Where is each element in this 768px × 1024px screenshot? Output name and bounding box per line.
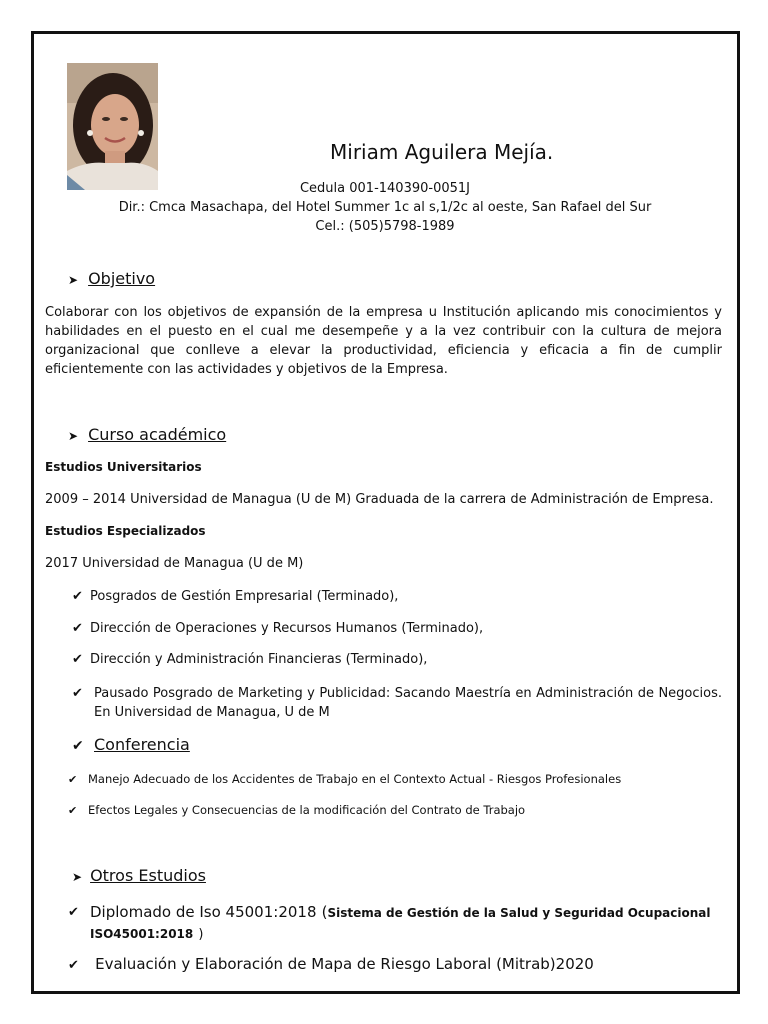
estudios-universitarios-text: 2009 – 2014 Universidad de Managua (U de M) Graduada de la carrera de Administración de Empresa. [45, 492, 714, 507]
estudios-especializados-heading: Estudios Especializados [45, 524, 206, 538]
address-text: Dir.: Cmca Masachapa, del Hotel Summer 1c al s,1/2c al oeste, San Rafael del Sur [118, 200, 652, 215]
checkmark-icon: ✔ [72, 652, 83, 667]
cedula-text: Cedula 001-140390-0051J [299, 181, 470, 196]
checkmark-icon: ✔ [72, 738, 84, 754]
list-item: ✔ Efectos Legales y Consecuencias de la modificación del Contrato de Trabajo [68, 803, 526, 817]
estudios-universitarios-heading: Estudios Universitarios [45, 460, 202, 474]
list-item: ✔ Pausado Posgrado de Marketing y Publicidad: Sacando Maestría en Administración de Negocios. En Universidad de Managua, U de M [72, 686, 722, 720]
candidate-name: Miriam Aguilera Mejía. [330, 140, 554, 164]
checkmark-icon: ✔ [72, 589, 83, 604]
section-title-otros: Otros Estudios [90, 866, 206, 885]
checkmark-icon: ✔ [72, 621, 83, 636]
arrow-bullet-icon: ➤ [68, 273, 79, 287]
objetivo-text: Colaborar con los objetivos de expansión de la empresa u Institución aplicando mis conocimientos y habilidades en el puesto en el cual me desempeñe y a la vez contribuir con la cultura de mejora organizacional que conlleve a elevar la productividad, eficiencia y eficacia a fin de cumplir eficientemente con las actividades y objetivos de la Empresa. [45, 305, 722, 377]
section-title-objetivo: Objetivo [88, 269, 156, 288]
list-item: ✔ Posgrados de Gestión Empresarial (Terminado), [72, 589, 399, 604]
section-title-conferencia: Conferencia [94, 735, 190, 754]
checkmark-icon: ✔ [68, 958, 79, 973]
arrow-bullet-icon: ➤ [68, 429, 79, 443]
section-curso-academico [68, 425, 226, 444]
arrow-bullet-icon: ➤ [72, 870, 83, 884]
phone-text: Cel.: (505)5798-1989 [315, 219, 455, 234]
estudios-especializados-text: 2017 Universidad de Managua (U de M) [45, 556, 304, 571]
section-otros-estudios [72, 866, 206, 885]
list-item: ✔ Manejo Adecuado de los Accidentes de Trabajo en el Contexto Actual - Riesgos Profesionales [68, 772, 622, 786]
checkmark-icon: ✔ [72, 686, 83, 701]
portrait-image [67, 63, 158, 190]
checkmark-icon: ✔ [68, 773, 78, 786]
checkmark-icon: ✔ [68, 804, 78, 817]
list-item: ✔ Evaluación y Elaboración de Mapa de Riesgo Laboral (Mitrab)2020 [68, 955, 594, 973]
list-item: ✔ Dirección y Administración Financieras (Terminado), [72, 652, 428, 667]
checkmark-icon: ✔ [68, 905, 79, 920]
list-item: ✔ Diplomado de Iso 45001:2018 (Sistema de Gestión de la Salud y Seguridad Ocupacional ISO45001:2018 ) [68, 903, 711, 942]
section-objetivo [68, 269, 155, 288]
contact-info [80, 179, 690, 236]
profile-photo [67, 63, 158, 190]
section-conferencia [72, 735, 190, 754]
section-title-curso: Curso académico [88, 425, 227, 444]
list-item: ✔ Dirección de Operaciones y Recursos Humanos (Terminado), [72, 621, 484, 636]
